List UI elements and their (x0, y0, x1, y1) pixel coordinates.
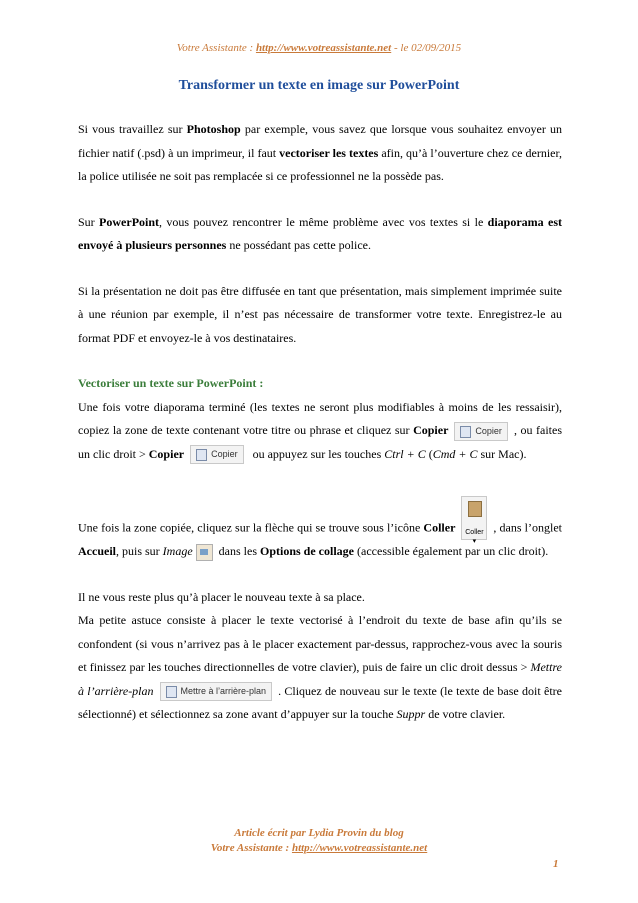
p7-italic-2: Suppr (396, 707, 426, 721)
p4-text-3: ou appuyez sur les touches (249, 446, 385, 461)
p5-text-4: dans les (215, 544, 260, 558)
p4-italic-2: Cmd + C (432, 446, 478, 461)
arriere-plan-button-image (160, 682, 273, 701)
footer-prefix: Votre Assistante : (210, 842, 292, 854)
copier-button-label: Copier (475, 425, 502, 436)
header-link[interactable]: http://www.votreassistante.net (255, 42, 392, 54)
p4-text-2: , ou faites un clic droit > (78, 423, 562, 461)
p2-text-2: , vous pouvez rencontrer le même problème avec vos textes si le (159, 214, 488, 229)
p7-italic-1: Mettre à l’arrière-plan (78, 660, 562, 698)
page-number: 1 (553, 858, 559, 870)
p5-bold-2: Accueil (78, 544, 116, 558)
p5-text-1: Une fois la zone copiée, cliquez sur la flèche qui se trouve sous l’icône (78, 520, 424, 535)
document-body (78, 118, 562, 749)
arriere-plan-button-label: Mettre à l’arrière-plan (180, 686, 267, 697)
p2-text-3: ne possédant pas cette police. (226, 238, 371, 252)
copy-icon (196, 449, 207, 461)
p5-text-5: (accessible également par un clic droit). (354, 544, 549, 558)
document-title: Transformer un texte en image sur PowerPoint (178, 78, 460, 93)
clipboard-icon (468, 501, 482, 517)
p5-italic-1: Image (162, 544, 193, 558)
p7-text-1: Ma petite astuce consiste à placer le texte vectorisé à l’endroit du texte de base afin qu’ils se confondent (si vous n’arrivez pas à le placer exactement par-dessus, rapprochez-vous avec la souris et finissez par les touches directionnelles de votre clavier), puis de faire un clic droit dessus > (78, 613, 562, 674)
p5-bold-3: Options de collage (260, 544, 355, 558)
copier-button-label-2: Copier (211, 449, 238, 460)
paragraph-placer: Il ne vous reste plus qu’à placer le nouveau texte à sa place. (78, 589, 365, 604)
section-heading: Vectoriser un texte sur PowerPoint : (78, 376, 264, 390)
paragraph-pdf: Si la présentation ne doit pas être diffusée en tant que présentation, mais simplement imprimée suite à une réunion par exemple, il n’est pas nécessaire de transformer votre texte. Enregistrez-le au format PDF et envoyez-le à vos destinataires. (78, 283, 562, 345)
chevron-down-icon: ▾ (472, 538, 477, 545)
page-footer (0, 826, 638, 856)
p1-text-1: Si vous travaillez sur (78, 122, 187, 136)
send-to-back-icon (166, 686, 177, 698)
footer-line-2 (0, 841, 638, 856)
p4-bold-2: Copier (148, 446, 185, 461)
p2-bold-2: diaporama est envoyé à plusieurs personnes (78, 214, 563, 252)
p4-italic-1: Ctrl + C (384, 446, 426, 461)
p5-text-3: , puis sur (116, 544, 163, 558)
paragraph-photoshop (78, 118, 562, 189)
p5-bold-1: Coller (423, 520, 456, 535)
p2-bold-1: PowerPoint (99, 214, 160, 229)
copier-button-image-2 (190, 445, 244, 464)
paragraph-coller (78, 496, 562, 564)
p1-bold-1: Photoshop (186, 122, 241, 136)
p4-text-1: Une fois votre diaporama terminé (les textes ne seront plus modifiables à moins de les ressaisir), copiez la zone de texte contenant votre titre ou phrase et cliquez sur (78, 399, 562, 437)
header-date: - le 02/09/2015 (391, 42, 462, 54)
p7-text-3: de votre clavier. (425, 707, 506, 721)
p4-text-5: sur Mac). (477, 446, 527, 461)
paragraph-astuce (78, 609, 562, 727)
paste-image-icon (196, 544, 213, 561)
p4-bold-1: Copier (413, 423, 449, 437)
copy-icon (460, 426, 471, 438)
header-prefix: Votre Assistante : (176, 42, 256, 54)
p1-text-2: par exemple, vous savez que lorsque vous souhaitez envoyer un fichier natif (.psd) à un imprimeur, il faut (78, 122, 562, 160)
footer-link[interactable]: http://www.votreassistante.net (291, 842, 428, 854)
paragraph-copier (78, 396, 562, 467)
p5-text-2: , dans l’onglet (493, 520, 562, 535)
p2-text-1: Sur (78, 214, 100, 229)
coller-button-label: Coller (465, 529, 484, 536)
p1-bold-2: vectoriser les textes (279, 145, 379, 160)
p1-text-3: afin, qu’à l’ouverture chez ce dernier, la police utilisée ne soit pas remplacée si ce professionnel ne la possède pas. (78, 145, 562, 183)
p7-text-2: . Cliquez de nouveau sur le texte (le texte de base doit être sélectionné) et sélectionnez sa zone avant d’appuyer sur la touche (78, 683, 562, 721)
copier-button-image (454, 422, 508, 441)
coller-button-image (461, 496, 487, 545)
paragraph-powerpoint (78, 211, 562, 258)
page-header (0, 42, 638, 54)
footer-line-1: Article écrit par Lydia Provin du blog (234, 827, 404, 839)
p4-text-4: ( (425, 446, 433, 461)
